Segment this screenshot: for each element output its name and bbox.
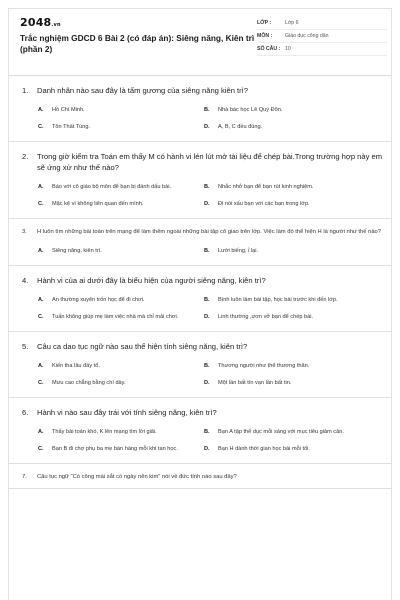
question-text: Câu tục ngữ "Có công mài sắt có ngày nên kim" nói về đức tính nào sau đây? [37,474,237,480]
site-logo[interactable] [20,16,61,29]
option-text: Linh thường ,ươn vở bạn để chép bài. [218,313,314,320]
option-text: Đi nói xấu bạn với các bạn trong lớp. [218,200,310,207]
option-letter: A. [38,362,44,369]
meta-value: Giáo dục công dân [285,33,329,39]
option-letter: A. [38,428,44,435]
option-text: Bạn B đi chợ phụ ba mẹ bán hàng mỗi khi tan học. [52,445,178,452]
option-letter: B. [204,428,210,435]
answer-option[interactable] [204,118,383,135]
option-letter: D. [204,379,210,386]
option-letter: B. [204,296,210,303]
question-number: 7. [22,474,27,480]
question-text-row [19,151,383,173]
question-text: Hành vi nào sau đây trái với tính siêng năng, kiên trì? [37,408,217,417]
answer-option[interactable] [204,291,383,308]
option-text: Tuấn không giúp mẹ làm việc nhà mà chỉ mải chơi. [52,313,179,320]
option-text: Tôn Thất Tùng. [52,123,91,130]
option-text: Lười biếng, ỉ lại. [218,247,259,254]
answer-option[interactable] [19,195,198,212]
question-list [9,76,392,489]
worksheet-page [8,8,392,600]
option-text: Mặc kệ vì không liên quan đến mình. [52,200,144,207]
option-letter: C. [38,123,44,130]
question-item [9,219,392,266]
meta-row-class [257,17,387,30]
answer-option[interactable] [19,440,198,457]
meta-label: MÔN : [257,33,273,39]
question-text: Danh nhân nào sau đây là tấm gương của siêng năng kiên trì? [37,86,249,95]
question-item [9,332,392,398]
answer-option[interactable] [204,357,383,374]
option-text: Nhà bác học Lê Quý Đôn. [218,106,283,113]
answer-option[interactable] [204,308,383,325]
meta-row-subject [257,30,387,43]
logo-text: 2048 [20,16,52,29]
option-text: Mưu cao chẳng bằng chí dày. [52,379,126,386]
meta-row-count [257,43,387,56]
worksheet-header [9,9,392,69]
option-text: Bạn A tập thể dục mỗi sáng với mục tiêu giảm cân. [218,428,344,435]
option-letter: B. [204,247,210,254]
answer-option[interactable] [19,423,198,440]
question-text: H luôn tìm những bài toán trên mạng để làm thêm ngoài những bài tập cô giao trên lớp. Việc làm đó thể hiện H là người như thế nào? [37,229,381,235]
question-item [9,266,392,332]
option-text: Báo với cô giáo bộ môn để bạn bị đánh dấu bài. [52,183,172,190]
meta-value: 10 [285,46,291,52]
option-letter: C. [38,379,44,386]
worksheet-meta [257,17,387,56]
option-text: An thường xuyên trốn học để đi chơi. [52,296,145,303]
option-letter: A. [38,183,44,190]
answer-options [19,357,383,391]
meta-label: SỐ CÂU : [257,46,281,52]
option-letter: C. [38,200,44,207]
answer-option[interactable] [19,357,198,374]
question-item [9,76,392,142]
question-number: 4. [22,276,29,285]
option-text: Bạn H dành thời gian học bài mỗi tối. [218,445,310,452]
question-item [9,464,392,489]
answer-options [19,101,383,135]
answer-option[interactable] [204,195,383,212]
option-letter: C. [38,313,44,320]
option-letter: B. [204,106,210,113]
option-text: Kiến tha lâu đầy tổ. [52,362,100,369]
answer-option[interactable] [19,308,198,325]
option-letter: A. [38,106,44,113]
question-number: 3. [22,229,27,235]
question-number: 6. [22,408,29,417]
logo-suffix: .vn [51,22,61,28]
answer-option[interactable] [19,291,198,308]
answer-option[interactable] [204,242,383,259]
answer-option[interactable] [204,423,383,440]
question-text: Trong giờ kiểm tra Toán em thấy M có hành vi lén lút mở tài liệu để chép bài.Trong trường hợp này em sẽ ứng xử như thế nào? [37,152,383,172]
option-text: Hồ Chí Minh. [52,106,85,113]
question-item [9,398,392,464]
answer-option[interactable] [204,374,383,391]
question-text-row [19,275,383,286]
option-letter: A. [38,247,44,254]
option-text: Thương người như thể thương thân. [218,362,310,369]
option-text: Bình luôn làm bài tập, học bài trước khi đến lớp. [218,296,338,303]
question-number: 5. [22,342,29,351]
question-text-row [19,85,383,96]
answer-option[interactable] [204,178,383,195]
answer-option[interactable] [19,178,198,195]
option-text: A, B, C đều đúng. [218,123,263,130]
answer-options [19,242,383,259]
answer-options [19,178,383,212]
answer-option[interactable] [19,374,198,391]
answer-option[interactable] [19,242,198,259]
option-text: Siêng năng, kiên trì. [52,247,102,254]
question-text-row [19,407,383,418]
option-letter: D. [204,123,210,130]
answer-option[interactable] [19,118,198,135]
question-text: Hành vi của ai dưới đây là biểu hiện của người siêng năng, kiên trì? [37,276,266,285]
worksheet-title: Trắc nghiệm GDCD 6 Bài 2 (có đáp án): Siêng năng, Kiên trì (phần 2) [20,33,255,54]
answer-option[interactable] [19,101,198,118]
option-letter: C. [38,445,44,452]
answer-option[interactable] [204,101,383,118]
question-number: 2. [22,152,29,161]
question-number: 1. [22,86,29,95]
option-text: Thấy bài toán khó, K lên mạng tìm lời giải. [52,428,157,435]
meta-label: LỚP : [257,20,272,26]
option-letter: D. [204,313,210,320]
option-text: Nhắc nhở bạn để bạn rút kinh nghiệm. [218,183,314,190]
option-letter: B. [204,183,210,190]
option-letter: D. [204,200,210,207]
question-text-row [19,228,383,237]
question-text-row [19,341,383,352]
option-text: Một lần bất tín vạn lần bất tin. [218,379,292,386]
answer-options [19,291,383,325]
option-letter: A. [38,296,44,303]
question-text-row [19,473,383,482]
answer-options [19,423,383,457]
answer-option[interactable] [204,440,383,457]
option-letter: D. [204,445,210,452]
meta-value: Lớp 6 [285,20,299,26]
question-item [9,142,392,219]
option-letter: B. [204,362,210,369]
question-text: Câu ca dao tục ngữ nào sau thể hiện tính siêng năng, kiên trì? [37,342,248,351]
